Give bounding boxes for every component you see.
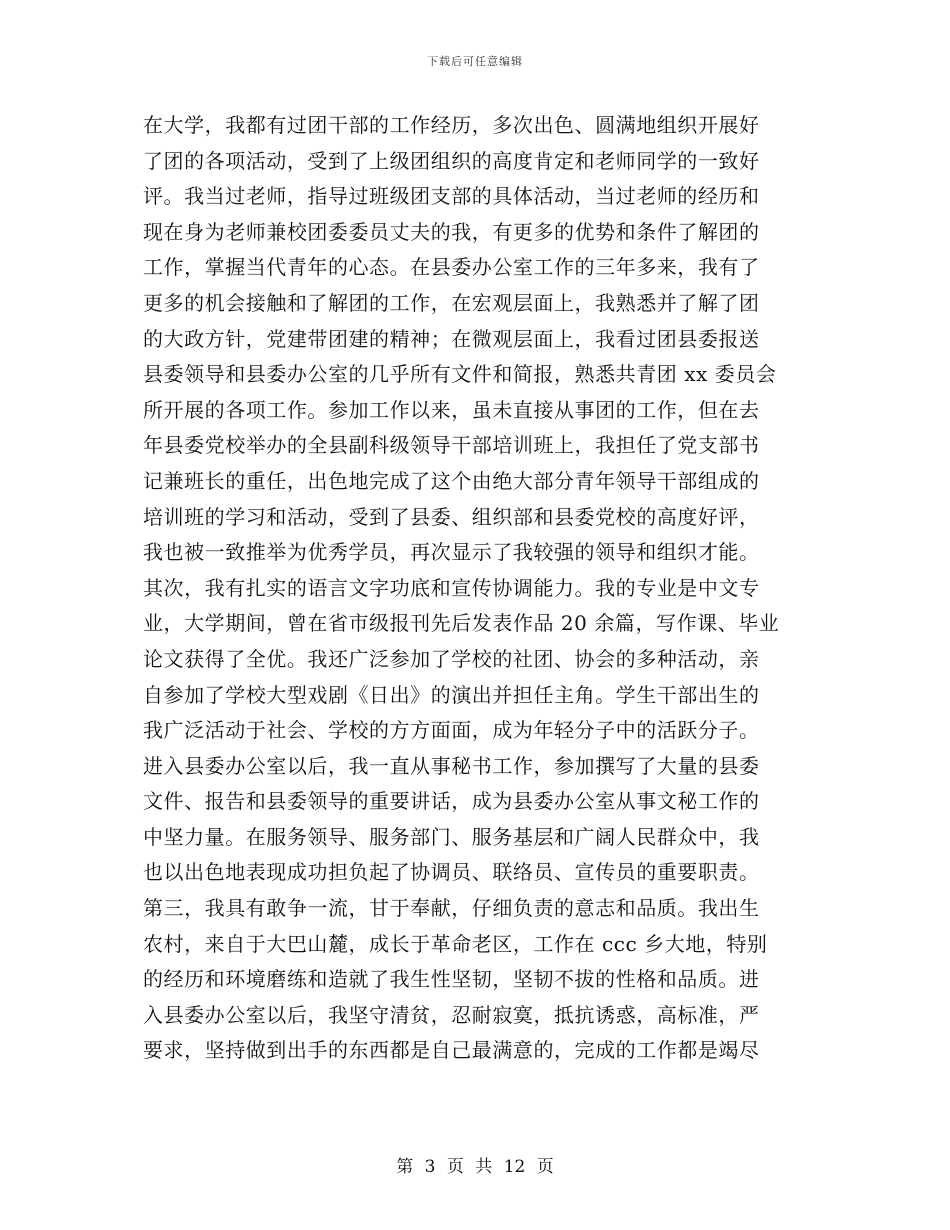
text-line: 工作，掌握当代青年的心态。在县委办公室工作的三年多来，我有了	[143, 255, 760, 280]
text-line: 在大学，我都有过团干部的工作经历，多次出色、圆满地组织开展好	[143, 113, 760, 137]
text-line: 了团的各项活动，受到了上级团组织的高度肯定和老师同学的一致好	[143, 148, 760, 173]
document-body	[143, 108, 803, 1069]
text-line: 业，大学期间，曾在省市级报刊先后发表作品 20 余篇，写作课、毕业	[143, 611, 780, 636]
text-line: 进入县委办公室以后，我一直从事秘书工作，参加撰写了大量的县委	[143, 753, 760, 778]
text-line: 文件、报告和县委领导的重要讲话，成为县委办公室从事文秘工作的	[143, 789, 760, 814]
text-line: 中坚力量。在服务领导、服务部门、服务基层和广阔人民群众中，我	[143, 824, 760, 849]
text-line: 入县委办公室以后，我坚守清贫，忍耐寂寞，抵抗诱惑，高标准，严	[143, 1002, 760, 1027]
text-line: 农村，来自于大巴山麓，成长于革命老区，工作在 ccc 乡大地，特别	[143, 931, 768, 956]
text-line: 也以出色地表现成功担负起了协调员、联络员、宣传员的重要职责。	[143, 860, 760, 885]
text-line: 评。我当过老师，指导过班级团支部的具体活动，当过老师的经历和	[143, 184, 760, 209]
text-line: 培训班的学习和活动，受到了县委、组织部和县委党校的高度好评，	[143, 504, 760, 529]
text-line: 其次，我有扎实的语言文字功底和宣传协调能力。我的专业是中文专	[143, 575, 760, 600]
text-line: 要求，坚持做到出手的东西都是自己最满意的，完成的工作都是竭尽	[143, 1038, 760, 1063]
text-line: 的经历和环境磨练和造就了我生性坚韧，坚韧不拔的性格和品质。进	[143, 967, 760, 992]
text-line: 记兼班长的重任，出色地完成了这个由绝大部分青年领导干部组成的	[143, 468, 760, 493]
text-line: 论文获得了全优。我还广泛参加了学校的社团、协会的多种活动，亲	[143, 646, 760, 671]
text-line: 第三，我具有敢争一流，甘于奉献，仔细负责的意志和品质。我出生	[143, 896, 760, 921]
text-line: 的大政方针，党建带团建的精神；在微观层面上，我看过团县委报送	[143, 326, 760, 351]
text-line: 县委领导和县委办公室的几乎所有文件和简报，熟悉共青团 xx 委员会	[143, 362, 777, 387]
text-line: 年县委党校举办的全县副科级领导干部培训班上，我担任了党支部书	[143, 433, 760, 458]
text-line: 我也被一致推举为优秀学员，再次显示了我较强的领导和组织才能。	[143, 540, 760, 565]
text-line: 我广泛活动于社会、学校的方方面面，成为年轻分子中的活跃分子。	[143, 718, 760, 743]
text-line: 更多的机会接触和了解团的工作，在宏观层面上，我熟悉并了解了团	[143, 290, 760, 315]
page-number-footer: 第 3 页 共 12 页	[396, 1157, 554, 1177]
text-line: 现在身为老师兼校团委委员丈夫的我，有更多的优势和条件了解团的	[143, 219, 760, 244]
page-header-note: 下载后可任意编辑	[427, 55, 523, 68]
text-line: 所开展的各项工作。参加工作以来，虽未直接从事团的工作，但在去	[143, 397, 760, 422]
text-line: 自参加了学校大型戏剧《日出》的演出并担任主角。学生干部出生的	[143, 682, 760, 707]
